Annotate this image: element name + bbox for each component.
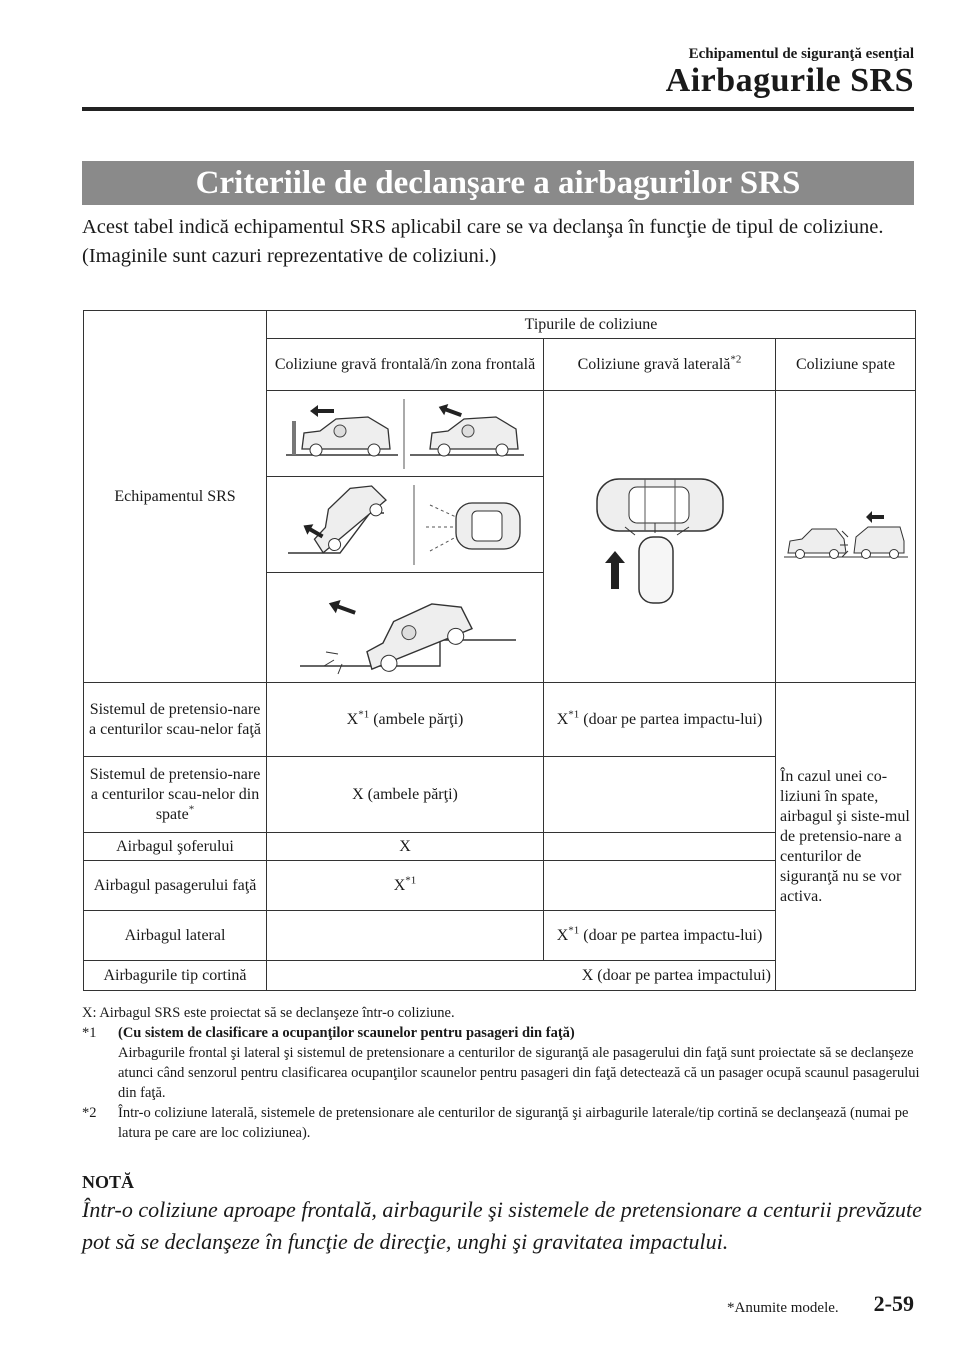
row-label-driver-airbag: Airbagul şoferului: [84, 833, 267, 861]
row-label-side-airbag: Airbagul lateral: [84, 911, 267, 961]
side-value-driver-airbag: [544, 833, 776, 861]
front-value-rear-pretensioner: X (ambele părţi): [267, 757, 544, 833]
footnotes: [82, 1003, 922, 1143]
header-divider: [82, 107, 914, 111]
row-label-curtain-airbag: Airbagurile tip cortină: [84, 961, 267, 991]
front-value-passenger-airbag: $X^{*1}$: [267, 861, 544, 911]
footnote-2-text: Într-o coliziune laterală, sistemele de pretensionare ale centurilor de siguranţă şi airbagurile laterale/tip cortină se declanşează (numai pe latura pe care are loc coliziunea).: [118, 1105, 909, 1141]
side-value-passenger-airbag: [544, 861, 776, 911]
note-text: Într-o coliziune aproape frontală, airbagurile şi sistemele de pretensionare a centurii prevăzute pot să se declanşeze în funcţie de direcţie, unghi şi gravitatea impactului.: [82, 1197, 922, 1254]
front-value-front-pretensioner: $X^{*1}$ (ambele părţi): [267, 683, 544, 757]
front-collision-image-2: [267, 477, 544, 573]
side-collision-image: [544, 391, 776, 683]
note-heading: NOTĂ: [82, 1172, 135, 1192]
collision-types-header: Tipurile de coliziune: [267, 311, 916, 339]
intro-line-1: Acest tabel indică echipamentul SRS aplicabil care se va declanşa în funcţie de tipul de coliziune.: [82, 216, 884, 238]
footnote-2: [82, 1103, 922, 1143]
footnote-1: [82, 1023, 922, 1103]
intro-line-2: (Imaginile sunt cazuri reprezentative de coliziuni.): [82, 245, 497, 267]
deployment-criteria-table: [83, 310, 916, 991]
col-side-header: Coliziune gravă laterală$^{*2}$: [544, 339, 776, 391]
side-value-front-pretensioner: $X^{*1}$ (doar pe partea impactu-lui): [544, 683, 776, 757]
corner-header: Echipamentul SRS: [84, 311, 267, 683]
row-label-front-pretensioner: Sistemul de pretensio-nare a centurilor scau-nelor faţă: [84, 683, 267, 757]
intro-text: [82, 213, 922, 271]
footnote-1-mark: *1: [82, 1025, 97, 1041]
footnote-2-mark: *2: [82, 1105, 97, 1121]
section-banner: Criteriile de declanşare a airbagurilor SRS: [82, 161, 914, 205]
offset-crash-illustration: [290, 580, 520, 676]
side-value-side-airbag: $X^{*1}$ (doar pe partea impactu-lui): [544, 911, 776, 961]
side-crash-illustration: [585, 467, 735, 607]
rear-crash-illustration: [782, 507, 910, 567]
rear-collision-note: În cazul unei co-liziuni în spate, airbagul şi siste-mul de pretensio-nare a centurilor de siguranţă nu se vor activa.: [776, 683, 916, 991]
row-label-rear-pretensioner: Sistemul de pretensio-nare a centurilor scau-nelor din spate*: [84, 757, 267, 833]
side-value-rear-pretensioner: [544, 757, 776, 833]
page-title: Airbagurile SRS: [665, 62, 914, 99]
rear-collision-image: [776, 391, 916, 683]
front-collision-image-1: [267, 391, 544, 477]
col-front-header: Coliziune gravă frontală/în zona frontală: [267, 339, 544, 391]
footnote-1-title: (Cu sistem de clasificare a ocupanţilor scaunelor pentru pasageri din faţă): [118, 1025, 575, 1041]
page-number: 2-59: [873, 1291, 914, 1316]
angled-crash-illustration: [280, 483, 530, 567]
side-value-curtain-airbag: X (doar pe partea impactului): [267, 961, 776, 991]
front-value-side-airbag: [267, 911, 544, 961]
footer-note: *Anumite modele.: [727, 1300, 839, 1316]
footnote-1-text: Airbagurile frontal şi lateral şi sistemul de pretensionare a centurilor de siguranţă ale pasagerului din faţă sunt proiectate să se declanşeze atunci când senzorul pentru clasificarea ocupanţilor scaunelor pentru pasageri din faţă detectează că un pasager ocupă scaunul pasagerului din faţă.: [118, 1045, 920, 1101]
row-label-passenger-airbag: Airbagul pasagerului faţă: [84, 861, 267, 911]
front-value-driver-airbag: X: [267, 833, 544, 861]
col-rear-header: Coliziune spate: [776, 339, 916, 391]
x-legend: X: Airbagul SRS este proiectat să se declanşeze într-o coliziune.: [82, 1005, 455, 1021]
frontal-crash-illustration: [280, 397, 530, 471]
section-header: Echipamentul de siguranţă esenţial: [688, 46, 914, 62]
front-collision-image-3: [267, 573, 544, 683]
